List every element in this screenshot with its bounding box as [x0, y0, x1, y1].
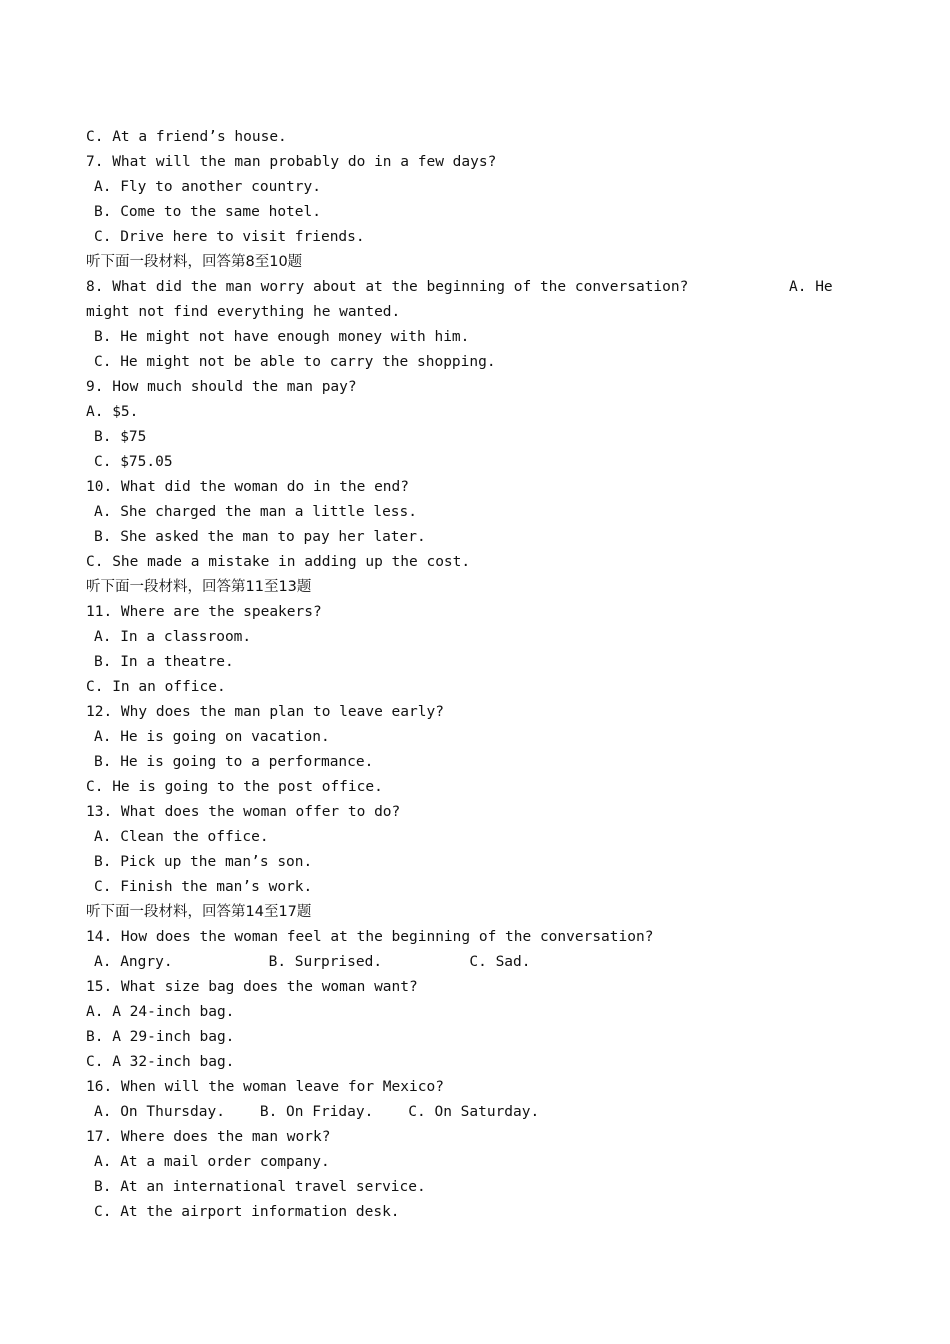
question: 7. What will the man probably do in a few days?	[86, 154, 497, 170]
answer-option: B. He is going to a performance.	[94, 754, 374, 770]
answer-option-continued: might not find everything he wanted.	[86, 304, 401, 320]
answer-option: A. A 24-inch bag.	[86, 1004, 235, 1020]
answer-option: B. Pick up the man’s son.	[94, 854, 313, 870]
answer-option: B. In a theatre.	[94, 654, 234, 670]
answer-option: C. $75.05	[94, 454, 173, 470]
answer-option: C. Drive here to visit friends.	[94, 229, 365, 245]
answer-option: A. $5.	[86, 404, 139, 420]
question: 10. What did the woman do in the end?	[86, 479, 410, 495]
question: 14. How does the woman feel at the beginning of the conversation?	[86, 929, 654, 945]
question: 17. Where does the man work?	[86, 1129, 331, 1145]
answer-option: C. Finish the man’s work.	[94, 879, 313, 895]
section-heading: 听下面一段材料，回答第11至13题	[86, 579, 312, 595]
answer-option: C. He might not be able to carry the shopping.	[94, 354, 496, 370]
answer-options-row: A. Angry. B. Surprised. C. Sad.	[94, 954, 531, 970]
section-heading: 听下面一段材料，回答第14至17题	[86, 904, 312, 920]
answer-option: B. A 29-inch bag.	[86, 1029, 235, 1045]
answer-option: B. He might not have enough money with him.	[94, 329, 470, 345]
answer-option: B. At an international travel service.	[94, 1179, 426, 1195]
answer-option: B. $75	[94, 429, 147, 445]
answer-option: C. He is going to the post office.	[86, 779, 383, 795]
answer-option: C. In an office.	[86, 679, 226, 695]
answer-option: A. Fly to another country.	[94, 179, 321, 195]
question: 9. How much should the man pay?	[86, 379, 357, 395]
answer-option: B. She asked the man to pay her later.	[94, 529, 426, 545]
question: 13. What does the woman offer to do?	[86, 804, 401, 820]
answer-option: A. He is going on vacation.	[94, 729, 330, 745]
question: 12. Why does the man plan to leave early?	[86, 704, 444, 720]
answer-option: A. She charged the man a little less.	[94, 504, 418, 520]
question: 11. Where are the speakers?	[86, 604, 322, 620]
answer-option: C. At a friend’s house.	[86, 129, 287, 145]
section-heading: 听下面一段材料，回答第8至10题	[86, 254, 303, 270]
answer-option: C. A 32-inch bag.	[86, 1054, 235, 1070]
answer-option: C. At the airport information desk.	[94, 1204, 400, 1220]
question: 15. What size bag does the woman want?	[86, 979, 418, 995]
answer-options-row: A. On Thursday. B. On Friday. C. On Saturday.	[94, 1104, 540, 1120]
answer-option: A. He	[789, 279, 833, 295]
answer-option: C. She made a mistake in adding up the cost.	[86, 554, 471, 570]
answer-option: A. At a mail order company.	[94, 1154, 330, 1170]
answer-option: A. Clean the office.	[94, 829, 269, 845]
question: 16. When will the woman leave for Mexico?	[86, 1079, 444, 1095]
question: 8. What did the man worry about at the beginning of the conversation?	[86, 279, 689, 295]
answer-option: A. In a classroom.	[94, 629, 252, 645]
answer-option: B. Come to the same hotel.	[94, 204, 321, 220]
